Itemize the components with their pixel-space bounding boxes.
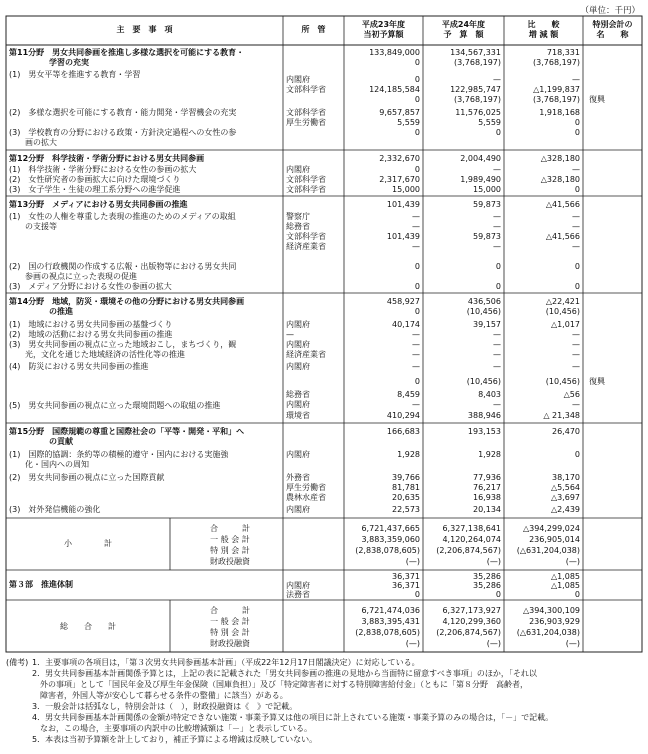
- s14-row-4-fy24: —: [493, 362, 501, 371]
- section-12-title: 第12分野 科学技術・学術分野における男女共同参画: [9, 154, 205, 163]
- s15-row-1-ministry: 内閣府: [286, 450, 310, 459]
- total-diff: △394,300,109 236,903,929 (△631,204,038) (—): [516, 606, 580, 648]
- s15-row-3-item: (3) 対外発信機能の強化: [9, 505, 101, 514]
- s15-row-2-ministry: 外務省 厚生労働省 農林水産省: [286, 473, 326, 502]
- s14-row-5-diff: △ 21,348: [543, 411, 580, 420]
- s11-sp-fy24: (3,768,197): [454, 58, 501, 67]
- part3-fy23: 36,371 36,371 0: [392, 572, 420, 599]
- s14-row-1-item: (1) 地域における男女共同参画の基盤づくり (2) 地域の活動における男女共同参画の推進 (3) 男女共同参画の視点に立った地域おこし，まちづくり，観 光，文化を通じた地域経済の活性化等の推進: [9, 320, 237, 359]
- section-15-title: 第15分野 国際規範の尊重と国際社会の「平等・開発・平和」へ の貢献: [9, 427, 245, 446]
- s14-row-4-ministry: 内閣府: [286, 362, 310, 371]
- s14-row-1-fy23: 40,174 — — —: [392, 320, 420, 359]
- s12-total-diff: △328,180: [540, 154, 580, 163]
- s15-row-1-fy24: 1,928: [478, 450, 501, 459]
- s12-total-fy23: 2,332,670: [379, 154, 420, 163]
- s15-row-3-ministry: 内閣府: [286, 505, 310, 514]
- s11-row-3-fy24: 0: [495, 128, 501, 137]
- subtotal-kinds: 合 計 一 般 会 計 特 別 会 計 財政投融資: [210, 524, 250, 566]
- note-line: 障害者，外国人等が安心して暮らせる条件の整備」に該当）がある。: [32, 691, 288, 700]
- s13-row-2-fy24: 0: [495, 262, 501, 271]
- s14-total-diff: △22,421: [545, 297, 580, 306]
- s11-row-1-item: (1) 男女平等を推進する教育・学習: [9, 70, 141, 79]
- total-label: 総 合 計: [60, 622, 116, 631]
- s11-row-2-fy23: 9,657,857 5,559: [379, 108, 420, 127]
- note-line: なお，この場合，主要事項の内訳中の比較増減額は「－」と表示している。: [32, 724, 312, 733]
- s11-row-3-item: (3) 学校教育の分野における政策・方針決定過程への女性の参 画の拡大: [9, 128, 237, 147]
- s11-row-1b-fy24: (3,768,197): [454, 95, 501, 104]
- s14-row-5-item: (5) 男女共同参画の視点に立った環境問題への取組の推進: [9, 401, 221, 410]
- part3-diff: △1,085 △1,085 0: [550, 572, 580, 599]
- s15-row-3-fy24: 20,134: [473, 505, 501, 514]
- s13-row-1-item: (1) 女性の人権を尊重した表現の推進のためのメディアの取組 の支援等: [9, 212, 236, 231]
- s11-row-1b-special: 復興: [589, 95, 605, 104]
- s15-row-1-diff: 0: [574, 450, 580, 459]
- s11-row-1-fy24: — 122,985,747: [450, 75, 501, 94]
- s15-total-fy23: 166,683: [386, 427, 420, 436]
- s13-total-diff: △41,566: [545, 200, 580, 209]
- s14-row-4c-fy24: 8,403 —: [478, 390, 501, 409]
- s14-row-1-fy24: 39,157 — — —: [473, 320, 501, 359]
- s11-row-1-diff: — △1,199,837: [533, 75, 580, 94]
- section-14-title: 第14分野 地域，防災・環境その他の分野における男女共同参画 の推進: [9, 297, 245, 316]
- s12-rows-item: (1) 科学技術・学術分野における女性の参画の拡大 (2) 女性研究者の参画拡大に向けた環境づくり (3) 女子学生・生徒の理工系分野への進学促進: [9, 165, 197, 194]
- s11-row-3-fy23: 0: [414, 128, 420, 137]
- subtotal-diff: △394,299,024 236,905,014 (△631,204,038) (—): [516, 524, 580, 566]
- part3-ministry: 内閣府 法務省: [286, 581, 310, 599]
- s14-sp-fy23: 0: [414, 307, 420, 316]
- s12-rows-diff: — △328,180 0: [540, 165, 580, 194]
- s14-sp-fy24: (10,456): [466, 307, 501, 316]
- s14-row-1-diff: △1,017 — — —: [550, 320, 580, 359]
- s14-row-4-diff: —: [572, 362, 580, 371]
- section-13-title: 第13分野 メディアにおける男女共同参画の推進: [9, 200, 188, 209]
- s11-row-1-fy23: 0 124,185,584: [369, 75, 420, 94]
- s14-row-5-fy23: 410,294: [386, 411, 420, 420]
- subtotal-fy23: 6,721,437,665 3,883,359,060 (2,838,078,605) (—): [355, 524, 420, 566]
- s15-row-2-fy24: 77,936 76,217 16,938: [473, 473, 501, 502]
- s11-row-3-diff: 0: [574, 128, 580, 137]
- s14-sp-diff: (10,456): [545, 307, 580, 316]
- s13-row-2-item: (2) 国の行政機関の作成する広報・出版物等における男女共同 参画の視点に立った表現の促進: [9, 262, 237, 281]
- part3-title: 第３部 推進体制: [9, 580, 73, 589]
- note-line: 外の事項」として「国民年金及び厚生年金保険（国庫負担）」及び「特定障害者に対する特別障害給付金」（ともに「第８分野 高齢者，: [32, 680, 528, 689]
- section-11-title: 第11分野 男女共同参画を推進し多様な選択を可能にする教育・ 学習の充実: [9, 48, 245, 67]
- s13-row-3-diff: 0: [574, 282, 580, 291]
- s14-total-fy23: 458,927: [386, 297, 420, 306]
- s13-row-1-fy24: — — 59,873 —: [473, 212, 501, 251]
- s15-row-1-item: (1) 国際的協調：条約等の積極的遵守・国内における実施強 化・国内への周知: [9, 450, 229, 469]
- s15-row-1-fy23: 1,928: [397, 450, 420, 459]
- s11-sp-fy23: 0: [414, 58, 420, 67]
- header-item: 主 要 事 項: [116, 25, 173, 34]
- s11-row-2-item: (2) 多様な選択を可能にする教育・能力開発・学習機会の充実: [9, 108, 237, 117]
- s14-row-4b-fy24: (10,456): [466, 377, 501, 386]
- s12-total-fy24: 2,004,490: [460, 154, 501, 163]
- header-special: 特別会計の 名 称: [592, 20, 633, 39]
- note-line: 3．一般会計は括弧なし，特別会計は（ ），財政投融資は《 》で記載。: [32, 702, 298, 711]
- s13-row-1-fy23: — — 101,439 —: [386, 212, 420, 251]
- s12-rows-fy24: — 1,989,490 15,000: [460, 165, 501, 194]
- header-fy24: 平成24年度 予 算 額: [441, 20, 486, 39]
- header-ministry: 所 管: [301, 25, 326, 34]
- s15-row-3-diff: △2,439: [550, 505, 580, 514]
- total-fy23: 6,721,474,036 3,883,395,431 (2,838,078,605) (—): [355, 606, 420, 648]
- s11-row-1-ministry: 内閣府 文部科学省: [286, 75, 326, 94]
- s14-row-4c-diff: △56 —: [563, 390, 580, 409]
- s12-rows-ministry: 内閣府 文部科学省 文部科学省: [286, 165, 326, 194]
- s14-row-4c-ministry: 総務省 内閣府: [286, 390, 310, 409]
- subtotal-fy24: 6,327,138,641 4,120,264,074 (2,206,874,567) (—): [436, 524, 501, 566]
- s14-row-1-ministry: 内閣府 — 内閣府 経済産業省: [286, 320, 326, 359]
- s12-rows-fy23: 0 2,317,670 15,000: [379, 165, 420, 194]
- s11-sp-diff: (3,768,197): [533, 58, 580, 67]
- s13-row-1-ministry: 警察庁 総務省 文部科学省 経済産業省: [286, 212, 326, 251]
- s15-total-diff: 26,470: [552, 427, 580, 436]
- s15-row-2-fy23: 39,766 81,781 20,635: [392, 473, 420, 502]
- s14-row-5-ministry: 環境省: [286, 411, 310, 420]
- subtotal-label: 小 計: [64, 539, 112, 548]
- s11-row-1b-fy23: 0: [414, 95, 420, 104]
- s13-row-2-diff: 0: [574, 262, 580, 271]
- note-line: 1．主要事項の各項目は，「第３次男女共同参画基本計画」（平成22年12月17日閣議決定）に対応している。: [32, 658, 420, 667]
- s14-row-4b-fy23: 0: [414, 377, 420, 386]
- s14-row-4c-fy23: 8,459 —: [397, 390, 420, 409]
- s15-row-2-item: (2) 男女共同参画の視点に立った国際貢献: [9, 473, 165, 482]
- s13-row-2-fy23: 0: [414, 262, 420, 271]
- s13-total-fy24: 59,873: [473, 200, 501, 209]
- s11-total-diff: 718,331: [546, 48, 580, 57]
- unit-label: （単位：千円）: [580, 6, 640, 16]
- note-line: 4．男女共同参画基本計画関係の金額が特定できない施策・事業予算又は他の項目に計上されている施策・事業予算のみの場合は，「－」で記載。: [32, 713, 554, 722]
- s11-row-2-ministry: 文部科学省 厚生労働省: [286, 108, 326, 127]
- s13-row-3-fy24: 0: [495, 282, 501, 291]
- notes-title: (備考): [6, 658, 29, 667]
- part3-fy24: 35,286 35,286 0: [473, 572, 501, 599]
- s15-row-2-diff: 38,170 △5,564 △3,697: [550, 473, 580, 502]
- total-kinds: 合 計 一 般 会 計 特 別 会 計 財政投融資: [210, 606, 250, 648]
- note-line: 5．本表は当初予算額を計上しており，補正予算による増減は反映していない。: [32, 735, 318, 744]
- s11-row-1b-diff: (3,768,197): [533, 95, 580, 104]
- note-line: 2．男女共同参画基本計画関係予算とは，上記の表に記載された「男女共同参画の推進の見地から当面特に留意すべき事項」のほか，「それ以: [32, 669, 537, 678]
- s14-row-4b-special: 復興: [589, 377, 605, 386]
- s15-total-fy24: 193,153: [467, 427, 501, 436]
- s11-total-fy24: 134,567,331: [450, 48, 501, 57]
- s11-row-2-fy24: 11,576,025 5,559: [455, 108, 501, 127]
- total-fy24: 6,327,173,927 4,120,299,360 (2,206,874,567) (—): [436, 606, 501, 648]
- header-fy23: 平成23年度 当初予算額: [361, 20, 406, 39]
- s14-row-4-fy23: —: [412, 362, 420, 371]
- s13-row-3-fy23: 0: [414, 282, 420, 291]
- header-diff: 比 較 増 減 額: [527, 20, 560, 39]
- s14-row-4b-diff: (10,456): [545, 377, 580, 386]
- s15-row-3-fy23: 22,573: [392, 505, 420, 514]
- s14-total-fy24: 436,506: [467, 297, 501, 306]
- s13-total-fy23: 101,439: [386, 200, 420, 209]
- s14-row-5-fy24: 388,946: [467, 411, 501, 420]
- s13-row-3-item: (3) メディア分野における女性の参画の拡大: [9, 282, 172, 291]
- s11-total-fy23: 133,849,000: [369, 48, 420, 57]
- s14-row-4-item: (4) 防災における男女共同参画の推進: [9, 362, 149, 371]
- s13-row-1-diff: — — △41,566 —: [545, 212, 580, 251]
- s11-row-2-diff: 1,918,168 0: [539, 108, 580, 127]
